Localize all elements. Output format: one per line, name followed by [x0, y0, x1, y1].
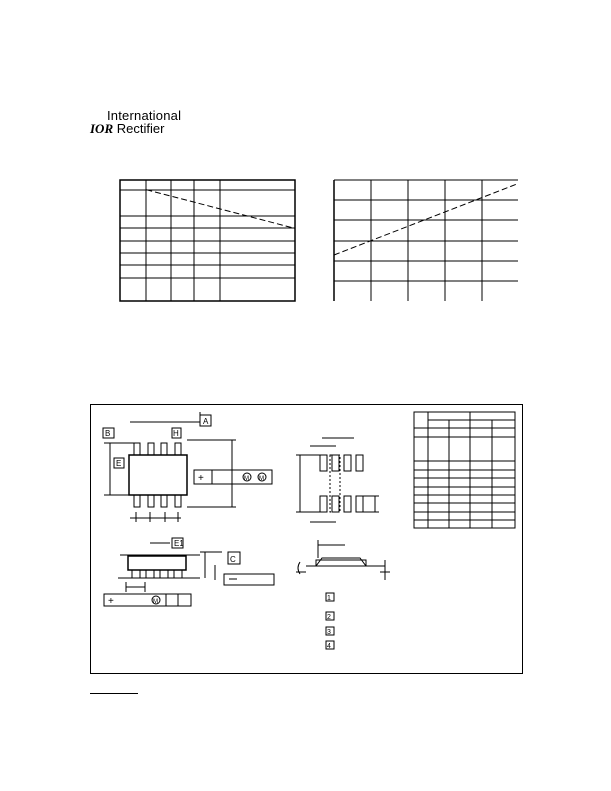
datum-a-label: A: [203, 417, 209, 426]
circle-m-symbol: M: [153, 599, 158, 605]
ref-e-label: E: [116, 459, 122, 468]
m1-symbol: M: [244, 476, 249, 482]
brand-rectifier: Rectifier: [116, 121, 165, 136]
ref-h-label: H: [173, 429, 179, 438]
plus-symbol: +: [198, 473, 204, 484]
m2-symbol: M: [259, 476, 264, 482]
plus-symbol-2: +: [108, 596, 114, 607]
datum-c-label: C: [230, 555, 236, 564]
brand-international: International: [107, 108, 182, 123]
brand-ior: IOR: [90, 121, 114, 136]
datum-b-label: B: [105, 429, 111, 438]
note-4: 4: [327, 643, 331, 650]
ref-e1-label: E1: [174, 539, 184, 548]
chart-right: [334, 180, 518, 301]
chart-right-series-line: [334, 184, 518, 255]
note-3: 3: [327, 629, 331, 636]
footnote-rule: [90, 693, 138, 694]
note-1: 1: [327, 595, 331, 602]
package-outline-frame: [90, 404, 523, 674]
chart-left-series-line: [146, 190, 295, 229]
note-2: 2: [327, 614, 331, 621]
chart-left: [120, 180, 295, 301]
